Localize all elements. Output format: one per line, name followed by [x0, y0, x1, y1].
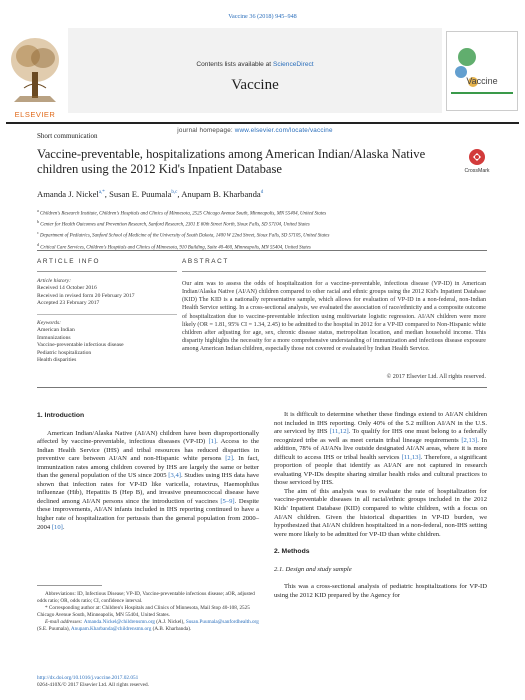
received-date: Received 14 October 2016: [37, 285, 97, 292]
contents-line: Contents lists available at ScienceDirect: [196, 61, 314, 68]
keyword: Health disparities: [37, 357, 77, 364]
keywords-label: Keywords:: [37, 320, 62, 326]
section-divider: [37, 387, 487, 388]
keywords: [37, 320, 177, 364]
journal-reference[interactable]: Vaccine 36 (2018) 945–948: [228, 13, 297, 20]
sciencedirect-link[interactable]: ScienceDirect: [272, 61, 314, 68]
crossmark-label: CrossMark: [464, 168, 490, 174]
keyword: American Indian: [37, 327, 75, 334]
journal-title: Vaccine: [231, 77, 279, 93]
keyword: Vaccine-preventable infectious disease: [37, 342, 124, 349]
citation-link[interactable]: [5–9]: [220, 497, 235, 505]
citation-link[interactable]: [10]: [51, 523, 63, 531]
journal-header: [68, 28, 442, 134]
doi-link[interactable]: http://dx.doi.org/10.1016/j.vaccine.2017.02.051: [37, 675, 139, 681]
journal-cover-thumbnail[interactable]: [446, 31, 518, 111]
journal-homepage: journal homepage: www.elsevier.com/locate/vaccine: [177, 127, 333, 134]
elsevier-tree-logo: [6, 30, 64, 108]
article-history: [37, 278, 177, 308]
abstract-rule: [182, 271, 486, 272]
section-divider: [37, 250, 487, 251]
corresponding-author-footnote: * Corresponding author at: Children's Hospitals and Clinics of Minnesota, Mail Stop 40-108, 2525 Chicago Avenue South, Minneapolis, MN 55404, United States.: [37, 604, 250, 618]
article-type: Short communication: [37, 132, 98, 140]
keyword: Pediatric hospitalization: [37, 349, 92, 356]
email-link[interactable]: Anupam.Kharbanda@childrensmn.org: [70, 625, 152, 632]
accepted-date: Accepted 23 February 2017: [37, 300, 100, 307]
right-column: [274, 411, 487, 600]
paragraph: The aim of this analysis was to evaluate the rate of hospitalization for vaccine-preventable diseases in all racial/ethnic groups included in the 2012 Kids' Inpatient Database (KID) compared to white children, with a focus on AI/AN children. Given the historical disparities in VP-ID burden, we hypothesized that AI/AN children hospitalized in a non-federal, non-IHS setting were more likely to be admitted for VP-ID than white children.: [274, 487, 487, 538]
author-name[interactable]: Susan E. Puumala: [109, 189, 172, 199]
author-affiliation-marker[interactable]: d: [260, 190, 264, 196]
affiliation: $^d$ Critical Care Services, Children's Hospitals and Clinics of Minnesota, 910 Building, Suite 40-460, Minneapolis, MN 55404, United States: [37, 241, 311, 251]
citation-link[interactable]: [11,12]: [329, 428, 349, 436]
author-affiliation-marker[interactable]: a,*: [98, 190, 105, 196]
doi-block: [37, 675, 149, 689]
author-name[interactable]: Anupam B. Kharbanda: [181, 189, 261, 199]
author-name[interactable]: Amanda J. Nickel: [37, 189, 99, 199]
article-info-rule: [37, 271, 177, 272]
header-divider: [6, 122, 519, 124]
homepage-link[interactable]: www.elsevier.com/locate/vaccine: [234, 127, 333, 134]
paragraph: It is difficult to determine whether these findings extend to AI/AN children not included in IHS reporting. Only 40% of the 5.2 million AI/AN in the U.S. are serviced by IHS [11,12]. To qualify for IHS one must belong to a federally recognized tribe as well as meet certain tribal lineage requirements [2,13]. In addition, 78% of AI/ANs live outside designated AI/AN areas, where it is more difficult to access IHS or tribal health services [11,13]. Therefore, a significant proportion of people that identify as AI/AN are not captured in research evaluating VP-IDs despite sharing similar health risks and cultural practices to those serviced by IHS.: [274, 411, 488, 487]
cover-journal-name: Vaccine: [466, 76, 498, 86]
citation-link[interactable]: [1]: [208, 438, 217, 446]
left-column: [37, 412, 259, 532]
paragraph: American Indian/Alaska Native (AI/AN) children have been disproportionally affected by vaccine-preventable, infectious diseases (VP-ID) [1]. Access to the Indian Health Service (IHS) and tribal resources has reduced disparities in preventive care between AI/AN and non-Hispanic white persons [2]. In fact, immunization rates among children covered by IHS are largely the same or better than the general population of the US since 2005 [3,4]. Studies using IHS data have shown that infection rates for VP-ID like varicella, rotavirus, Haemophilus influenzae (Hib), Hepatitis B (Hep B), and invasive pneumococcal disease have declined among AI/AN persons since the introduction of vaccines [5–9]. Despite these improvements, AI/AN infants included in IHS reporting continued to have a higher rate of hospitalization for pertussis than the general population from 2000–2004 [10].: [37, 429, 260, 531]
keyword: Immunizations: [37, 334, 71, 341]
citation-link[interactable]: [11,13]: [401, 453, 421, 461]
affiliations: [37, 207, 497, 252]
paragraph: This was a cross-sectional analysis of pediatric hospitalizations for VP-ID using the 2012 KID prepared by the Agency for: [274, 583, 487, 599]
footnotes: [37, 591, 259, 632]
affiliation: $^b$ Center for Health Outcomes and Prevention Research, Sanford Research, 2301 E 60th Street North, Sioux Falls, SD 57104, United States: [37, 219, 310, 228]
issn-line: 0264-410X/© 2017 Elsevier Ltd. All rights reserved.: [37, 682, 150, 688]
section-heading: 2. Methods: [274, 548, 310, 556]
email-link[interactable]: Amanda.Nickel@childrensmn.org: [83, 618, 155, 625]
info-divider: [37, 314, 177, 315]
article-title: Vaccine-preventable, hospitalizations among American Indian/Alaska Native children using the 2012 Kid's Inpatient Database: [37, 147, 426, 176]
email-footnote: E-mail addresses: Amanda.Nickel@childrensmn.org (A.J. Nickel), Susan.Puumala@sanfordhealth.org (S.E. Puumala), Anupam.Kharbanda@childrensmn.org (A.B. Kharbanda).: [37, 618, 259, 632]
footnote-rule: [37, 585, 102, 586]
section-heading: 1. Introduction: [37, 412, 85, 419]
publisher-name: ELSEVIER: [14, 110, 56, 119]
email-link[interactable]: Susan.Puumala@sanfordhealth.org: [185, 618, 259, 625]
author-list: Amanda J. Nickel$^{a,*}$, Susan E. Puumala$^{b,c}$, Anupam B. Kharbanda$^d$: [37, 189, 264, 199]
affiliation: $^a$ Children's Research Institute, Children's Hospitals and Clinics of Minnesota, 2525 Chicago Avenue South, Minneapolis, MN 55404, United States: [37, 208, 327, 217]
abstract-text: Our aim was to assess the odds of hospitalization for a vaccine-preventable, infectious disease (VP-ID) in American Indian/Alaska Native (AI/AN) children compared to other racial and ethnic groups using the 2012 Kid's Inpatient Database (KID) The KID is a nationally representative sample, which allows for evaluation of VP-ID in a non-federal, non-Indian Health Service setting. In a cross-sectional analysis, we evaluated the association of race/ethnicity and a composite outcome of hospitalization due to vaccine-preventable infection using multivariate logistic regression. AI/AN children were more likely (OR = 1.81, 95% CI = 1.34, 2.45) to be admitted to the hospital in 2012 for a VP-ID compared to Non-Hispanic white children after adjusting for age, sex, chronic disease status, metropolitan location, and median household income. This disparity highlights the necessity for a more comprehensive understanding of immunization and infectious disease exposure among American Indian children, especially those not covered or evaluated by Indian Health Service.: [182, 281, 486, 353]
crossmark-badge[interactable]: [452, 148, 502, 180]
revised-date: Received in revised form 20 February 2017: [37, 292, 135, 299]
abstract-copyright: © 2017 Elsevier Ltd. All rights reserved.: [386, 374, 486, 380]
citation-link[interactable]: [2,13]: [461, 436, 478, 444]
article-info-heading: ARTICLE INFO: [37, 258, 101, 265]
citation-link[interactable]: [3,4]: [168, 472, 181, 480]
affiliation: $^c$ Department of Pediatrics, Sanford School of Medicine of the University of South Dakota, 1400 W 22nd Street, Sioux Falls, SD 57105, United States: [37, 230, 330, 240]
abstract-heading: ABSTRACT: [182, 258, 229, 265]
abbreviations-footnote: Abbreviations: ID, Infectious Disease; VP-ID, Vaccine-preventable infectious disease; aOR, adjusted odds ratio; OR, odds ratio; CI, confidence interval.: [37, 591, 255, 604]
subsection-heading: 2.1. Design and study sample: [274, 565, 352, 573]
author-affiliation-marker[interactable]: b,c: [171, 190, 178, 196]
citation-link[interactable]: [2]: [225, 455, 233, 463]
history-label: Article history:: [37, 278, 72, 284]
